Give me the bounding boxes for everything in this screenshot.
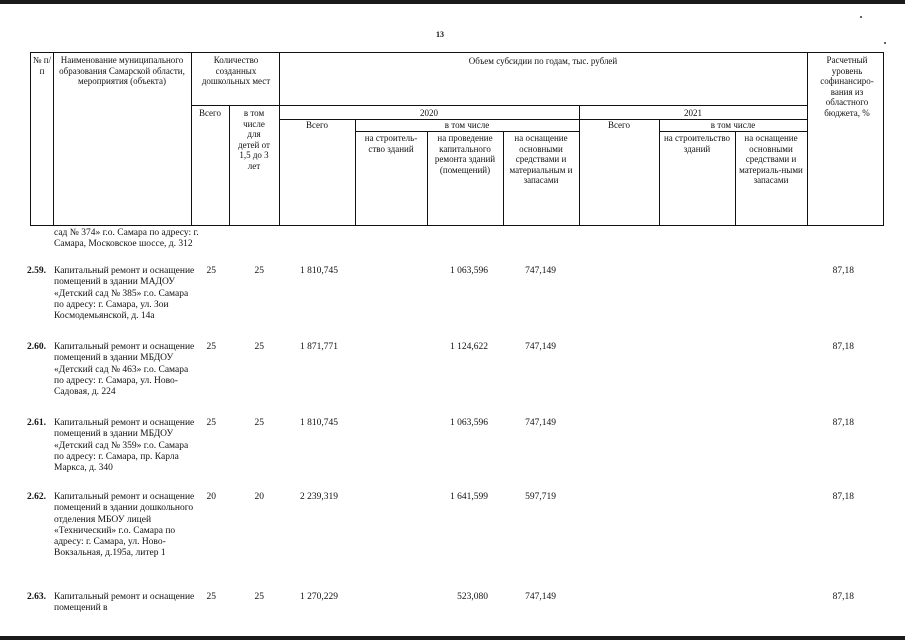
header-year-2021: 2021 — [684, 108, 702, 118]
row-line — [355, 131, 579, 132]
row-repair-2020: 523,080 — [457, 592, 488, 602]
header-total-2021: Всего — [607, 120, 631, 130]
col-line — [427, 131, 428, 225]
row-places: 25 — [206, 342, 216, 352]
col-line — [191, 53, 192, 225]
page-number: 13 — [436, 30, 444, 39]
row-rate: 87,18 — [832, 592, 854, 602]
row-places: 20 — [206, 492, 216, 502]
row-places-incl: 25 — [254, 418, 264, 428]
row-total-2020: 1 871,771 — [300, 342, 338, 352]
row-name: Капитальный ремонт и оснащение помещений в здании МБДОУ «Детский сад № 463» г.о. Самара по адресу: г. Самара, ул. Ново-Садовая, д. 224 — [54, 342, 195, 398]
row-rate: 87,18 — [832, 342, 854, 352]
row-number: 2.60. — [27, 342, 46, 352]
row-equip-2020: 597,719 — [525, 492, 556, 502]
row-places-incl: 25 — [254, 592, 264, 602]
scan-speck — [884, 42, 886, 44]
row-total-2020: 1 810,745 — [300, 418, 338, 428]
scan-speck — [860, 16, 862, 18]
header-num: № п/п — [32, 55, 52, 76]
header-year-2020: 2020 — [420, 108, 438, 118]
row-line — [191, 105, 807, 106]
row-repair-2020: 1 063,596 — [450, 266, 488, 276]
row-total-2020: 1 810,745 — [300, 266, 338, 276]
col-line — [279, 53, 280, 225]
header-incl-2021: в том числе — [710, 120, 756, 130]
row-places-incl: 25 — [254, 342, 264, 352]
top-border — [0, 0, 905, 4]
row-name: Капитальный ремонт и оснащение помещений в здании МБДОУ «Детский сад № 359» г.о. Самара по адресу: г. Самара, пр. Карла Маркса, д. 340 — [54, 418, 195, 474]
col-line — [807, 53, 808, 225]
col-line — [659, 119, 660, 225]
row-equip-2020: 747,149 — [525, 266, 556, 276]
row-places: 25 — [206, 418, 216, 428]
row-places-incl: 20 — [254, 492, 264, 502]
row-equip-2020: 747,149 — [525, 418, 556, 428]
row-number: 2.63. — [27, 592, 46, 602]
row-total-2020: 1 270,229 — [300, 592, 338, 602]
col-line — [229, 105, 230, 225]
row-total-2020: 2 239,319 — [300, 492, 338, 502]
col-line — [735, 131, 736, 225]
col-line — [503, 131, 504, 225]
row-repair-2020: 1 641,599 — [450, 492, 488, 502]
row-repair-2020: 1 124,622 — [450, 342, 488, 352]
header-places-total: Всего — [198, 108, 222, 118]
col-line — [355, 119, 356, 225]
header-places-incl: в том числе для детей от 1,5 до 3 лет — [238, 108, 270, 171]
header-build-2021: на строительство зданий — [663, 133, 731, 154]
header-build-2020: на строитель-ство зданий — [364, 133, 418, 154]
header-name: Наименование муниципального образования Самарской области, мероприятия (объекта) — [59, 55, 185, 86]
row-places: 25 — [206, 266, 216, 276]
row-number: 2.59. — [27, 266, 46, 276]
header-places: Количество созданных дошкольных мест — [201, 55, 271, 86]
header-subsidy: Объем субсидии по годам, тыс. рублей — [468, 56, 618, 66]
header-repair-2020: на проведение капитального ремонта зданий (помещений) — [434, 133, 496, 175]
row-number: 2.62. — [27, 492, 46, 502]
row-equip-2020: 747,149 — [525, 592, 556, 602]
row-name: Капитальный ремонт и оснащение помещений в — [54, 592, 195, 614]
header-equip-2021: на оснащение основными средствами и материаль-ными запасами — [739, 133, 803, 185]
row-equip-2020: 747,149 — [525, 342, 556, 352]
header-equip-2020: на оснащение основными средствами и материальным и запасами — [509, 133, 573, 185]
row-name: Капитальный ремонт и оснащение помещений в здании дошкольного отделения МБОУ лицей «Технический» г.о. Самара по адресу: г. Самара, ул. Ново-Вокзальная, д.195а, литер 1 — [54, 492, 195, 559]
row-line — [659, 131, 807, 132]
bottom-border — [0, 636, 905, 640]
row-name: Капитальный ремонт и оснащение помещений в здании МАДОУ «Детский сад № 385» г.о. Самара по адресу: г. Самара, ул. Зои Космодемьянской, д. 14а — [54, 266, 195, 322]
table-header — [30, 52, 884, 226]
header-rate: Расчетный уровень софинансиро-вания из областного бюджета, % — [820, 55, 874, 118]
row-rate: 87,18 — [832, 492, 854, 502]
row-repair-2020: 1 063,596 — [450, 418, 488, 428]
header-incl-2020: в том числе — [444, 120, 490, 130]
row-places: 25 — [206, 592, 216, 602]
col-line — [53, 53, 54, 225]
row-rate: 87,18 — [832, 266, 854, 276]
row-places-incl: 25 — [254, 266, 264, 276]
row-number: 2.61. — [27, 418, 46, 428]
header-total-2020: Всего — [305, 120, 329, 130]
row-rate: 87,18 — [832, 418, 854, 428]
continued-text: сад № 374» г.о. Самара по адресу: г. Самара, Московское шоссе, д. 312 — [54, 228, 199, 250]
